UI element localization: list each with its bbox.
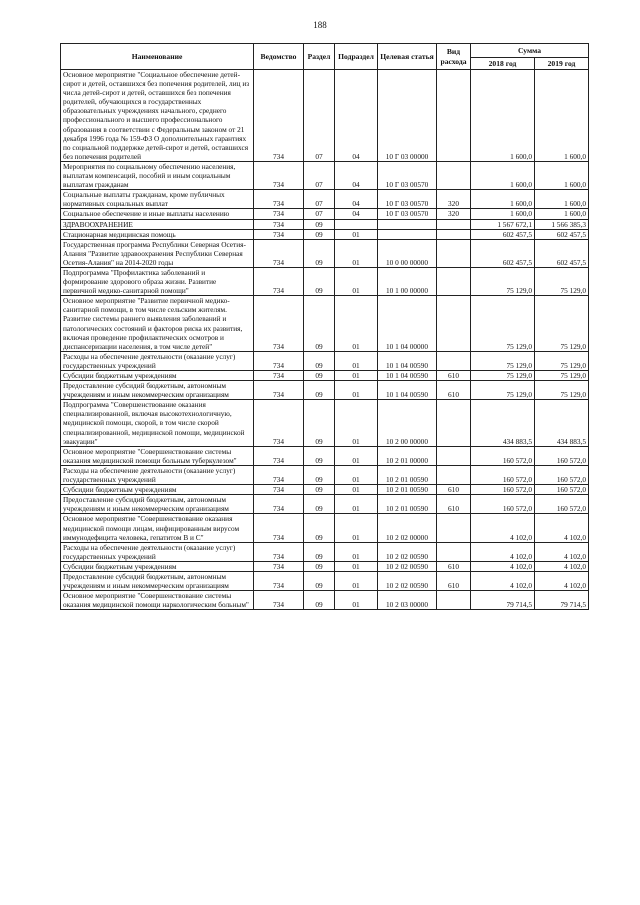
cell-department: 734 bbox=[254, 70, 304, 162]
cell-name: Подпрограмма "Профилактика заболеваний и формирование здорового образа жизни. Развитие первичной медико-санитарной помощи" bbox=[61, 267, 254, 295]
header-subsection: Подраздел bbox=[335, 44, 378, 70]
cell-name: Субсидии бюджетным учреждениям bbox=[61, 485, 254, 495]
cell-name: Государственная программа Республики Северная Осетия-Алания "Развитие здравоохранения Республики Северная Осетия-Алания" на 2014-2020 годы bbox=[61, 239, 254, 267]
cell-target-item: 10 Г 03 00570 bbox=[378, 209, 437, 219]
cell-section: 09 bbox=[304, 571, 335, 590]
cell-department: 734 bbox=[254, 571, 304, 590]
cell-target-item: 10 2 01 00590 bbox=[378, 485, 437, 495]
cell-target-item bbox=[378, 219, 437, 229]
cell-expense-type bbox=[437, 400, 471, 446]
cell-subsection: 01 bbox=[335, 495, 378, 514]
cell-subsection: 01 bbox=[335, 446, 378, 465]
cell-department: 734 bbox=[254, 267, 304, 295]
header-sum: Сумма bbox=[471, 44, 589, 58]
cell-name: Основное мероприятие "Совершенствование оказания медицинской помощи лицам, инфицированным вирусом иммунодефицита человека, гепатитом В и С" bbox=[61, 514, 254, 542]
cell-subsection: 01 bbox=[335, 591, 378, 610]
cell-subsection: 01 bbox=[335, 561, 378, 571]
table-header bbox=[61, 44, 589, 70]
cell-expense-type bbox=[437, 351, 471, 370]
cell-department: 734 bbox=[254, 561, 304, 571]
table-row bbox=[61, 161, 589, 189]
cell-section: 09 bbox=[304, 542, 335, 561]
cell-department: 734 bbox=[254, 381, 304, 400]
cell-2019: 160 572,0 bbox=[535, 485, 589, 495]
table-row bbox=[61, 219, 589, 229]
cell-name: Предоставление субсидий бюджетным, автономным учреждениям и иным некоммерческим организациям bbox=[61, 571, 254, 590]
table-row bbox=[61, 296, 589, 352]
cell-subsection: 01 bbox=[335, 351, 378, 370]
cell-2019: 4 102,0 bbox=[535, 571, 589, 590]
cell-2019: 1 600,0 bbox=[535, 190, 589, 209]
cell-2018: 160 572,0 bbox=[471, 465, 535, 484]
table-row bbox=[61, 209, 589, 219]
table-row bbox=[61, 446, 589, 465]
cell-name: Субсидии бюджетным учреждениям bbox=[61, 561, 254, 571]
cell-expense-type: 320 bbox=[437, 190, 471, 209]
cell-department: 734 bbox=[254, 239, 304, 267]
cell-expense-type bbox=[437, 514, 471, 542]
cell-section: 09 bbox=[304, 351, 335, 370]
header-target-item: Целевая статья bbox=[378, 44, 437, 70]
cell-section: 09 bbox=[304, 296, 335, 352]
cell-name: ЗДРАВООХРАНЕНИЕ bbox=[61, 219, 254, 229]
cell-subsection: 01 bbox=[335, 371, 378, 381]
cell-expense-type bbox=[437, 465, 471, 484]
cell-department: 734 bbox=[254, 465, 304, 484]
cell-department: 734 bbox=[254, 219, 304, 229]
cell-section: 09 bbox=[304, 495, 335, 514]
cell-name: Социальные выплаты гражданам, кроме публичных нормативных социальных выплат bbox=[61, 190, 254, 209]
cell-department: 734 bbox=[254, 209, 304, 219]
cell-name: Предоставление субсидий бюджетным, автономным учреждениям и иным некоммерческим организациям bbox=[61, 381, 254, 400]
cell-section: 09 bbox=[304, 465, 335, 484]
cell-subsection: 01 bbox=[335, 267, 378, 295]
cell-2019: 602 457,5 bbox=[535, 239, 589, 267]
cell-expense-type bbox=[437, 219, 471, 229]
cell-expense-type: 610 bbox=[437, 571, 471, 590]
cell-target-item: 10 2 03 00000 bbox=[378, 591, 437, 610]
cell-target-item: 10 1 04 00590 bbox=[378, 351, 437, 370]
cell-2019: 75 129,0 bbox=[535, 351, 589, 370]
table-row bbox=[61, 229, 589, 239]
cell-subsection: 01 bbox=[335, 400, 378, 446]
cell-subsection: 04 bbox=[335, 70, 378, 162]
cell-target-item: 10 2 01 00590 bbox=[378, 465, 437, 484]
cell-section: 09 bbox=[304, 239, 335, 267]
cell-2018: 1 600,0 bbox=[471, 70, 535, 162]
cell-2018: 75 129,0 bbox=[471, 267, 535, 295]
table-body bbox=[61, 70, 589, 610]
cell-department: 734 bbox=[254, 229, 304, 239]
table-row bbox=[61, 561, 589, 571]
cell-section: 09 bbox=[304, 371, 335, 381]
cell-target-item: 10 Г 03 00570 bbox=[378, 161, 437, 189]
cell-target-item: 10 1 04 00590 bbox=[378, 381, 437, 400]
cell-2018: 1 600,0 bbox=[471, 161, 535, 189]
header-name: Наименование bbox=[61, 44, 254, 70]
cell-name: Основное мероприятие "Совершенствование системы оказания медицинской помощи наркологическим больным" bbox=[61, 591, 254, 610]
cell-section: 07 bbox=[304, 70, 335, 162]
cell-expense-type bbox=[437, 70, 471, 162]
cell-target-item: 10 Г 03 00000 bbox=[378, 70, 437, 162]
table-row bbox=[61, 514, 589, 542]
cell-department: 734 bbox=[254, 591, 304, 610]
cell-target-item: 10 2 00 00000 bbox=[378, 400, 437, 446]
cell-target-item: 10 2 01 00590 bbox=[378, 495, 437, 514]
cell-expense-type bbox=[437, 239, 471, 267]
cell-expense-type: 610 bbox=[437, 371, 471, 381]
budget-table bbox=[60, 43, 589, 610]
cell-expense-type bbox=[437, 161, 471, 189]
cell-2018: 4 102,0 bbox=[471, 542, 535, 561]
cell-expense-type: 320 bbox=[437, 209, 471, 219]
cell-subsection: 01 bbox=[335, 381, 378, 400]
cell-target-item: 10 2 01 00000 bbox=[378, 446, 437, 465]
cell-department: 734 bbox=[254, 446, 304, 465]
cell-expense-type bbox=[437, 446, 471, 465]
cell-expense-type bbox=[437, 229, 471, 239]
cell-section: 09 bbox=[304, 229, 335, 239]
table-row bbox=[61, 381, 589, 400]
cell-subsection bbox=[335, 219, 378, 229]
cell-2019: 1 600,0 bbox=[535, 209, 589, 219]
cell-department: 734 bbox=[254, 190, 304, 209]
cell-2018: 602 457,5 bbox=[471, 229, 535, 239]
cell-2018: 75 129,0 bbox=[471, 351, 535, 370]
cell-2019: 1 566 385,3 bbox=[535, 219, 589, 229]
table-row bbox=[61, 485, 589, 495]
cell-subsection: 04 bbox=[335, 190, 378, 209]
cell-expense-type: 610 bbox=[437, 381, 471, 400]
header-department: Ведомство bbox=[254, 44, 304, 70]
cell-target-item: 10 2 02 00590 bbox=[378, 571, 437, 590]
header-year-2019: 2019 год bbox=[535, 58, 589, 70]
cell-expense-type bbox=[437, 542, 471, 561]
cell-name: Основное мероприятие "Социальное обеспечение детей-сирот и детей, оставшихся без попечения родителей, лиц из числа детей-сирот и детей, оставшихся без попечения родителей, обучающихся в государственных образовательных учреждениях начального, среднего профессионального и высшего профессионального образования в соответствии с Федеральным законом от 21 декабря 1996 года № 159-ФЗ О дополнительных гарантиях по социальной поддержке детей-сирот и детей, оставшихся без попечения родителей bbox=[61, 70, 254, 162]
cell-2018: 4 102,0 bbox=[471, 571, 535, 590]
cell-target-item: 10 1 04 00590 bbox=[378, 371, 437, 381]
table-row bbox=[61, 465, 589, 484]
cell-department: 734 bbox=[254, 161, 304, 189]
cell-department: 734 bbox=[254, 351, 304, 370]
cell-subsection: 01 bbox=[335, 239, 378, 267]
cell-section: 07 bbox=[304, 161, 335, 189]
cell-section: 09 bbox=[304, 219, 335, 229]
cell-target-item: 10 1 04 00000 bbox=[378, 296, 437, 352]
cell-2018: 1 600,0 bbox=[471, 190, 535, 209]
cell-target-item: 10 0 00 00000 bbox=[378, 239, 437, 267]
cell-2018: 160 572,0 bbox=[471, 446, 535, 465]
cell-subsection: 04 bbox=[335, 161, 378, 189]
cell-2019: 4 102,0 bbox=[535, 561, 589, 571]
cell-section: 09 bbox=[304, 591, 335, 610]
cell-2018: 4 102,0 bbox=[471, 561, 535, 571]
cell-subsection: 01 bbox=[335, 542, 378, 561]
cell-subsection: 01 bbox=[335, 514, 378, 542]
cell-2018: 75 129,0 bbox=[471, 296, 535, 352]
header-expense-type: Вид расхода bbox=[437, 44, 471, 70]
table-row bbox=[61, 190, 589, 209]
cell-2019: 75 129,0 bbox=[535, 267, 589, 295]
cell-department: 734 bbox=[254, 296, 304, 352]
cell-target-item: 10 2 02 00590 bbox=[378, 561, 437, 571]
cell-name: Социальное обеспечение и иные выплаты населению bbox=[61, 209, 254, 219]
cell-section: 09 bbox=[304, 267, 335, 295]
header-year-2018: 2018 год bbox=[471, 58, 535, 70]
cell-2019: 602 457,5 bbox=[535, 229, 589, 239]
cell-section: 09 bbox=[304, 446, 335, 465]
cell-2019: 79 714,5 bbox=[535, 591, 589, 610]
table-row bbox=[61, 70, 589, 162]
cell-2018: 602 457,5 bbox=[471, 239, 535, 267]
cell-2019: 160 572,0 bbox=[535, 495, 589, 514]
cell-2018: 79 714,5 bbox=[471, 591, 535, 610]
cell-name: Основное мероприятие "Совершенствование системы оказания медицинской помощи больным туберкулезом" bbox=[61, 446, 254, 465]
cell-2018: 160 572,0 bbox=[471, 495, 535, 514]
cell-expense-type bbox=[437, 267, 471, 295]
cell-2019: 160 572,0 bbox=[535, 465, 589, 484]
cell-department: 734 bbox=[254, 495, 304, 514]
cell-2019: 4 102,0 bbox=[535, 542, 589, 561]
cell-subsection: 01 bbox=[335, 229, 378, 239]
cell-subsection: 01 bbox=[335, 485, 378, 495]
cell-name: Основное мероприятие "Развитие первичной медико-санитарной помощи, в том числе сельским жителям. Развитие системы раннего выявления заболеваний и патологических состояний и факторов риска их развития, включая проведение профилактических осмотров и диспансеризации населения, в том числе детей" bbox=[61, 296, 254, 352]
cell-section: 09 bbox=[304, 561, 335, 571]
page-number: 188 bbox=[313, 20, 327, 30]
cell-2018: 4 102,0 bbox=[471, 514, 535, 542]
cell-2019: 75 129,0 bbox=[535, 381, 589, 400]
table-row bbox=[61, 495, 589, 514]
cell-name: Мероприятия по социальному обеспечению населения, выплатам компенсаций, пособий и иным социальным выплатам гражданам bbox=[61, 161, 254, 189]
cell-section: 09 bbox=[304, 381, 335, 400]
cell-2019: 1 600,0 bbox=[535, 70, 589, 162]
cell-target-item: 10 Г 03 00570 bbox=[378, 190, 437, 209]
cell-name: Расходы на обеспечение деятельности (оказание услуг) государственных учреждений bbox=[61, 351, 254, 370]
cell-subsection: 01 bbox=[335, 571, 378, 590]
cell-section: 09 bbox=[304, 514, 335, 542]
cell-section: 09 bbox=[304, 485, 335, 495]
cell-target-item: 10 2 02 00590 bbox=[378, 542, 437, 561]
table-row bbox=[61, 267, 589, 295]
cell-2018: 160 572,0 bbox=[471, 485, 535, 495]
cell-section: 07 bbox=[304, 209, 335, 219]
table-row bbox=[61, 351, 589, 370]
cell-2019: 75 129,0 bbox=[535, 296, 589, 352]
table-row bbox=[61, 542, 589, 561]
cell-section: 09 bbox=[304, 400, 335, 446]
table-row bbox=[61, 400, 589, 446]
table-row bbox=[61, 239, 589, 267]
cell-department: 734 bbox=[254, 514, 304, 542]
table-row bbox=[61, 591, 589, 610]
cell-expense-type bbox=[437, 591, 471, 610]
table-row bbox=[61, 571, 589, 590]
cell-2019: 160 572,0 bbox=[535, 446, 589, 465]
cell-name: Предоставление субсидий бюджетным, автономным учреждениям и иным некоммерческим организациям bbox=[61, 495, 254, 514]
cell-department: 734 bbox=[254, 400, 304, 446]
cell-department: 734 bbox=[254, 371, 304, 381]
cell-name: Подпрограмма "Совершенствование оказания специализированной, включая высокотехнологичную, медицинской помощи, скорой, в том числе скорой специализированной, медицинской помощи, медицинской эвакуации" bbox=[61, 400, 254, 446]
cell-name: Стационарная медицинская помощь bbox=[61, 229, 254, 239]
cell-expense-type: 610 bbox=[437, 485, 471, 495]
cell-subsection: 04 bbox=[335, 209, 378, 219]
cell-expense-type bbox=[437, 296, 471, 352]
cell-2019: 4 102,0 bbox=[535, 514, 589, 542]
cell-name: Расходы на обеспечение деятельности (оказание услуг) государственных учреждений bbox=[61, 465, 254, 484]
cell-2018: 1 567 672,1 bbox=[471, 219, 535, 229]
cell-subsection: 01 bbox=[335, 296, 378, 352]
cell-2018: 1 600,0 bbox=[471, 209, 535, 219]
cell-2018: 75 129,0 bbox=[471, 381, 535, 400]
cell-section: 07 bbox=[304, 190, 335, 209]
cell-target-item: 10 1 00 00000 bbox=[378, 267, 437, 295]
cell-target-item: 10 2 02 00000 bbox=[378, 514, 437, 542]
header-section: Раздел bbox=[304, 44, 335, 70]
cell-name: Расходы на обеспечение деятельности (оказание услуг) государственных учреждений bbox=[61, 542, 254, 561]
cell-2018: 434 883,5 bbox=[471, 400, 535, 446]
cell-2019: 75 129,0 bbox=[535, 371, 589, 381]
cell-expense-type: 610 bbox=[437, 561, 471, 571]
cell-2018: 75 129,0 bbox=[471, 371, 535, 381]
cell-department: 734 bbox=[254, 485, 304, 495]
cell-name: Субсидии бюджетным учреждениям bbox=[61, 371, 254, 381]
cell-subsection: 01 bbox=[335, 465, 378, 484]
table-row bbox=[61, 371, 589, 381]
cell-2019: 1 600,0 bbox=[535, 161, 589, 189]
cell-2019: 434 883,5 bbox=[535, 400, 589, 446]
cell-expense-type: 610 bbox=[437, 495, 471, 514]
cell-department: 734 bbox=[254, 542, 304, 561]
cell-target-item bbox=[378, 229, 437, 239]
